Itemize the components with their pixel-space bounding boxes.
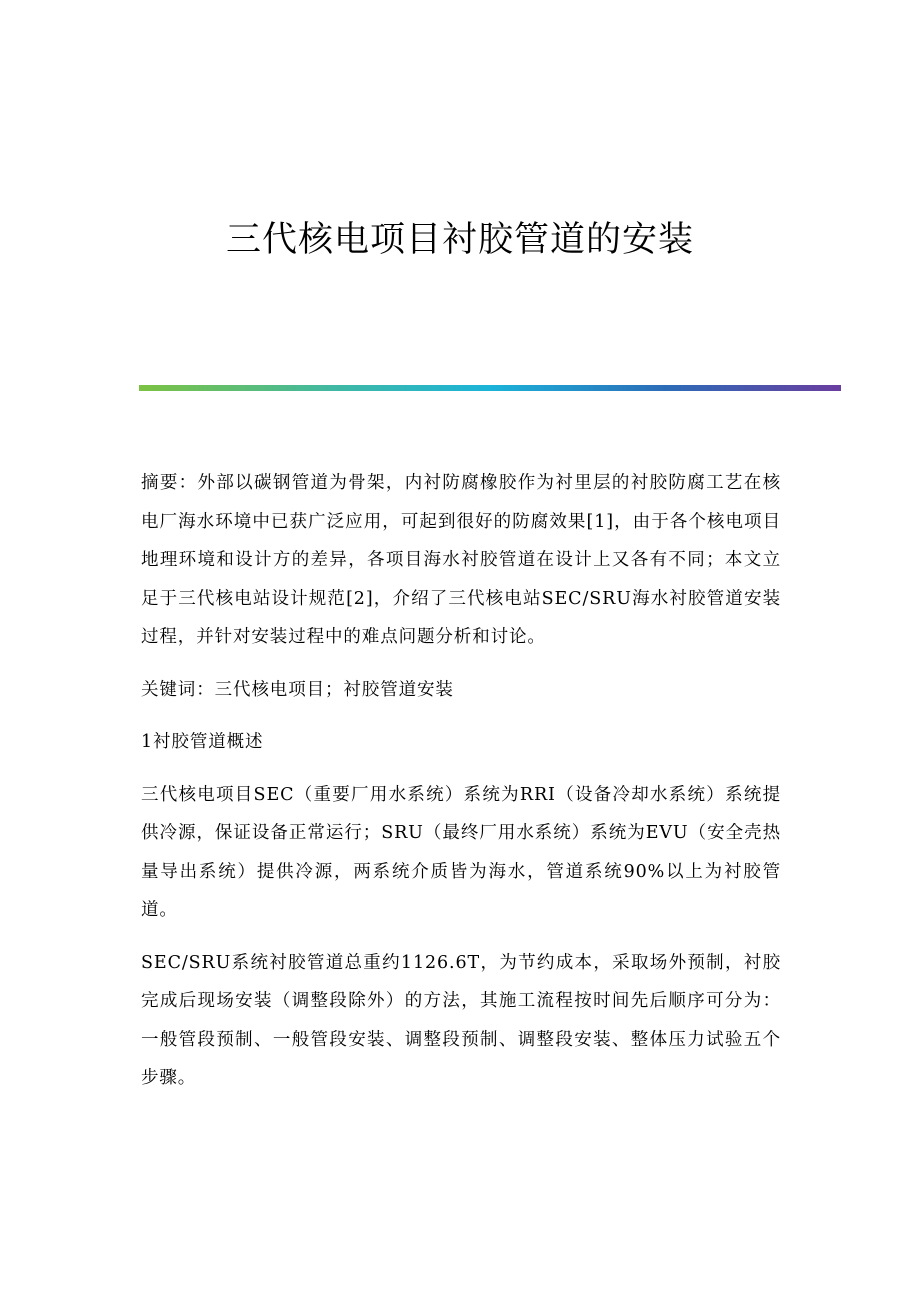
body-paragraph-1: 三代核电项目SEC（重要厂用水系统）系统为RRI（设备冷却水系统）系统提供冷源，保证设备正常运行；SRU（最终厂用水系统）系统为EVU（安全壳热量导出系统）提供冷源，两系统介质皆为海水，管道系统90%以上为衬胶管道。 — [141, 784, 781, 920]
title-divider — [139, 385, 841, 391]
body-paragraph-2: SEC/SRU系统衬胶管道总重约1126.6T，为节约成本，采取场外预制，衬胶完成后现场安装（调整段除外）的方法，其施工流程按时间先后顺序可分为：一般管段预制、一般管段安装、调整段预制、调整段安装、整体压力试验五个步骤。 — [141, 952, 781, 1088]
document-body — [141, 464, 781, 1112]
abstract-paragraph: 摘要：外部以碳钢管道为骨架，内衬防腐橡胶作为衬里层的衬胶防腐工艺在核电厂海水环境中已获广泛应用，可起到很好的防腐效果[1]，由于各个核电项目地理环境和设计方的差异，各项目海水衬胶管道在设计上又各有不同；本文立足于三代核电站设计规范[2]，介绍了三代核电站SEC/SRU海水衬胶管道安装过程，并针对安装过程中的难点问题分析和讨论。 — [141, 473, 781, 647]
document-title: 三代核电项目衬胶管道的安装 — [225, 220, 694, 260]
keywords-line: 关键词：三代核电项目；衬胶管道安装 — [141, 679, 454, 700]
section-heading: 1衬胶管道概述 — [141, 732, 264, 752]
